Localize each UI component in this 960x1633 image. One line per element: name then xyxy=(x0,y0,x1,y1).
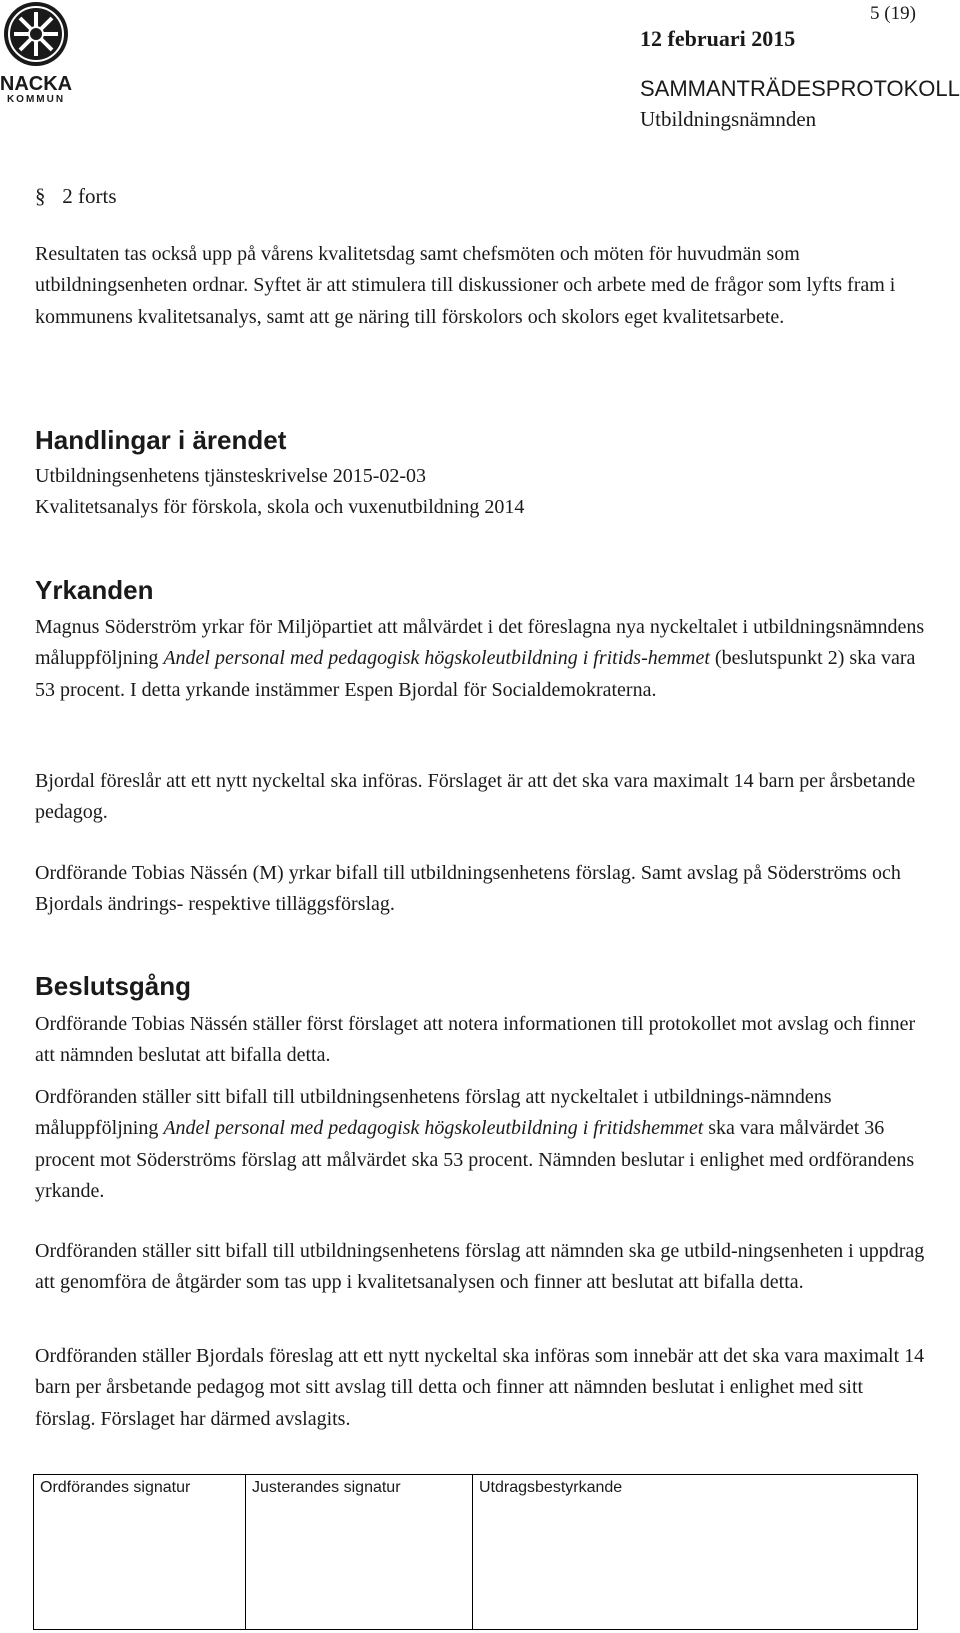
document-item: Kvalitetsanalys för förskola, skola och vuxenutbildning 2014 xyxy=(35,496,525,519)
section-heading xyxy=(35,184,117,209)
indicator-name: Andel personal med pedagogisk högskoleutbildning i fritidshemmet xyxy=(163,1117,704,1140)
beslut-paragraph-3: Ordföranden ställer sitt bifall till utbildningsenhetens förslag att nämnden ska ge utbild-ningsenheten i uppdrag att genomföra de åtgärder som tas upp i kvalitetsanalysen och finner att beslutat att bifalla detta. xyxy=(35,1240,925,1294)
signature-label: Ordförandes signatur xyxy=(40,1479,191,1496)
section-sign: § xyxy=(35,184,46,208)
documents-list xyxy=(35,461,925,524)
logo-text-nacka: NACKA xyxy=(0,73,73,95)
text-run: Magnus Söderström yrkar för Miljöpartiet att målvärdet i det föreslagna nya nyckeltalet i utbildningsnämndens måluppföljning xyxy=(35,616,925,670)
text-run: ska vara målvärdet 36 procent mot Söderströms förslag att målvärdet ska 53 procent. Nämnden beslutar i enlighet med ordförandens yrkande. xyxy=(35,1117,915,1202)
yrkande-paragraph-2: Bjordal föreslår att ett nytt nyckeltal ska införas. Förslaget är att det ska vara maximalt 14 barn per årsbetande pedagog. xyxy=(35,770,916,824)
signature-table xyxy=(33,1474,918,1630)
meeting-date: 12 februari 2015 xyxy=(640,26,796,51)
beslut-paragraph-2 xyxy=(35,1082,925,1207)
nacka-kommun-logo xyxy=(0,0,76,106)
page-number: 5 (19) xyxy=(870,3,916,24)
text-run: (beslutspunkt 2) ska vara 53 procent. I detta yrkande instämmer Espen Bjordal för Socialdemokraterna. xyxy=(35,647,916,701)
text-run: Ordföranden ställer sitt bifall till utbildningsenhetens förslag att nyckeltalet i utbildnings-nämndens måluppföljning xyxy=(35,1086,832,1140)
document-item: Utbildningsenhetens tjänsteskrivelse 2015-02-03 xyxy=(35,465,427,487)
signature-cell-adjuster xyxy=(246,1475,473,1629)
signature-label: Utdragsbestyrkande xyxy=(479,1479,623,1496)
heading-yrkanden: Yrkanden xyxy=(35,575,154,605)
signature-label: Justerandes signatur xyxy=(252,1479,401,1496)
committee-name: Utbildningsnämnden xyxy=(640,107,817,131)
section-label: 2 forts xyxy=(62,184,117,208)
signature-cell-extract xyxy=(473,1475,917,1629)
heading-beslutsgang: Beslutsgång xyxy=(35,971,192,1001)
document-type: SAMMANTRÄDESPROTOKOLL xyxy=(640,76,960,101)
intro-paragraph: Resultaten tas också upp på vårens kvalitetsdag samt chefsmöten och möten för huvudmän som utbildningsenheten ordnar. Syftet är att stimulera till diskussioner och arbete med de frågor som lyfts fram i kommunens kvalitetsanalys, samt att ge näring till förskolors och skolors eget kvalitetsarbete. xyxy=(35,243,896,328)
heading-handlingar: Handlingar i ärendet xyxy=(35,425,287,455)
beslut-paragraph-1: Ordförande Tobias Nässén ställer först förslaget att notera informationen till protokollet mot avslag och finner att nämnden beslutat att bifalla detta. xyxy=(35,1013,916,1067)
logo-text-kommun: KOMMUN xyxy=(6,94,66,105)
indicator-name: Andel personal med pedagogisk högskoleutbildning i fritids-hemmet xyxy=(163,647,710,670)
yrkande-paragraph-3: Ordförande Tobias Nässén (M) yrkar bifall till utbildningsenhetens förslag. Samt avslag på Söderströms och Bjordals ändrings- respektive tilläggsförslag. xyxy=(35,862,901,916)
beslut-paragraph-4: Ordföranden ställer Bjordals föreslag att ett nytt nyckeltal ska införas som innebär att det ska vara maximalt 14 barn per årsbetande pedagog mot sitt avslag till detta och finner att nämnden beslutat i enlighet med sitt förslag. Förslaget har därmed avslagits. xyxy=(35,1345,925,1430)
signature-cell-chair xyxy=(34,1475,246,1629)
yrkande-paragraph-1 xyxy=(35,612,925,706)
